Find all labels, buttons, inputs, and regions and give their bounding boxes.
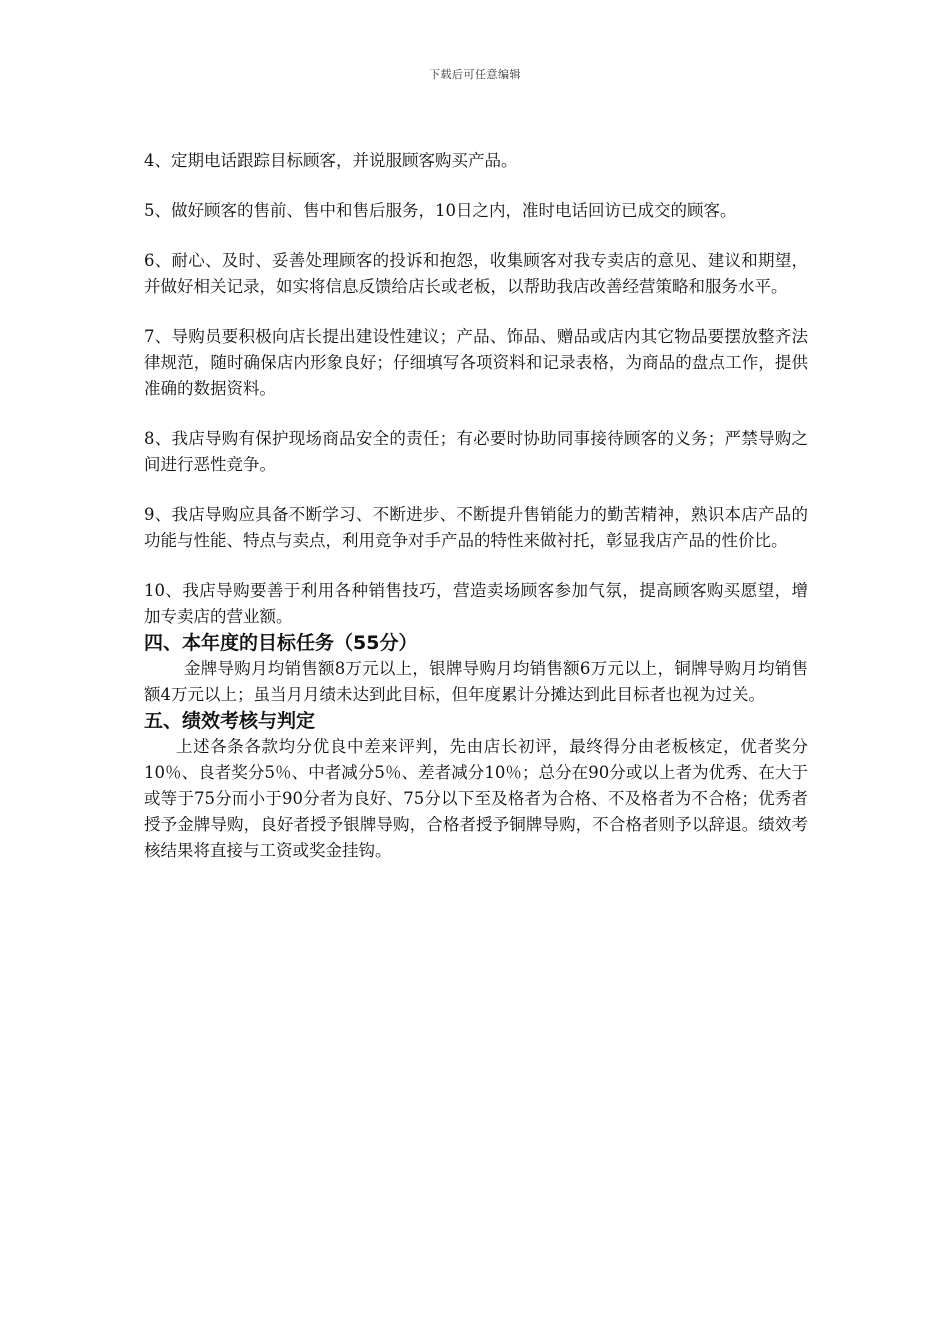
section-4-title: 四、本年度的目标任务（55分）	[144, 632, 418, 654]
list-item-10: 10、我店导购要善于利用各种销售技巧，营造卖场顾客参加气氛，提高顾客购买愿望，增加专卖店的营业额。	[144, 581, 808, 626]
section-5-title: 五、绩效考核与判定	[144, 710, 316, 732]
list-item-5: 5、做好顾客的售前、售中和售后服务，10日之内，准时电话回访已成交的顾客。	[144, 201, 737, 220]
list-item-8: 8、我店导购有保护现场商品安全的责任；有必要时协助同事接待顾客的义务；严禁导购之间进行恶性竞争。	[144, 429, 808, 474]
list-item-4: 4、定期电话跟踪目标顾客，并说服顾客购买产品。	[144, 151, 518, 170]
page-header: 下载后可任意编辑	[429, 68, 521, 81]
document-body	[144, 148, 808, 864]
list-item-6: 6、耐心、及时、妥善处理顾客的投诉和抱怨，收集顾客对我专卖店的意见、建议和期望，并做好相关记录，如实将信息反馈给店长或老板，以帮助我店改善经营策略和服务水平。	[144, 251, 808, 296]
list-item-7: 7、导购员要积极向店长提出建设性建议；产品、饰品、赠品或店内其它物品要摆放整齐法律规范，随时确保店内形象良好；仔细填写各项资料和记录表格，为商品的盘点工作，提供准确的数据资料。	[144, 327, 808, 398]
section-4-body: 金牌导购月均销售额8万元以上，银牌导购月均销售额6万元以上，铜牌导购月均销售额4万元以上；虽当月月绩未达到此目标，但年度累计分摊达到此目标者也视为过关。	[144, 659, 808, 704]
section-5-body: 上述各条各款均分优良中差来评判，先由店长初评，最终得分由老板核定，优者奖分10％、良者奖分5％、中者减分5％、差者减分10％；总分在90分或以上者为优秀、在大于或等于75分而小于90分者为良好、75分以下至及格者为合格、不及格者为不合格；优秀者授予金牌导购，良好者授予银牌导购，合格者授予铜牌导购，不合格者则予以辞退。绩效考核结果将直接与工资或奖金挂钩。	[144, 737, 808, 860]
list-item-9: 9、我店导购应具备不断学习、不断进步、不断提升售销能力的勤苦精神，熟识本店产品的功能与性能、特点与卖点，利用竞争对手产品的特性来做衬托，彰显我店产品的性价比。	[144, 505, 808, 550]
